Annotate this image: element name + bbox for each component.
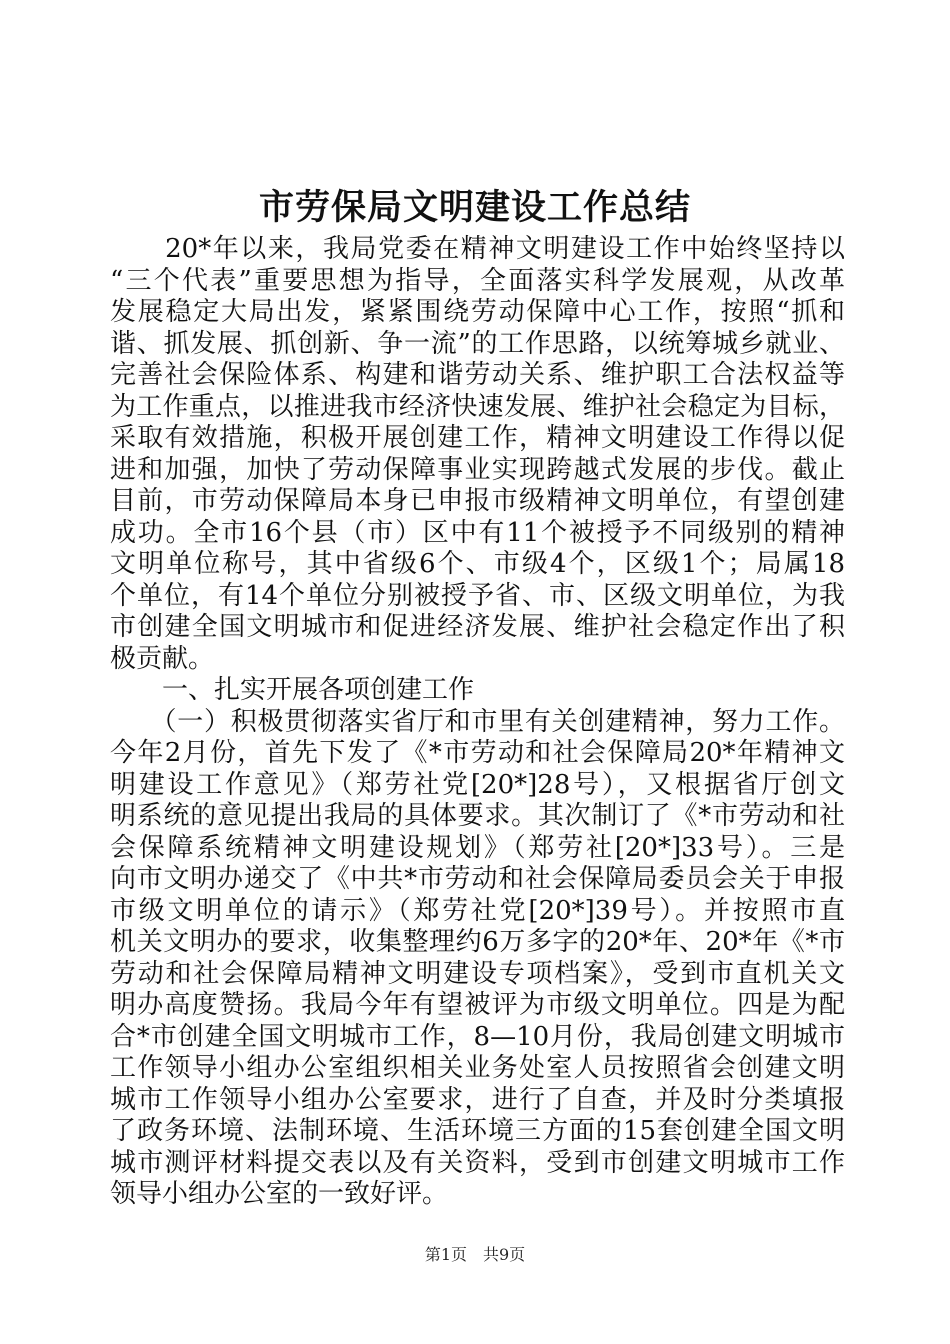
text-line: 20*年以来，我局党委在精神文明建设工作中始终坚持以	[110, 234, 845, 264]
text-line: 向市文明办递交了《中共*市劳动和社会保障局委员会关于申报	[110, 864, 845, 894]
text-line: 个单位，有14个单位分别被授予省、市、区级文明单位，为我	[110, 580, 845, 611]
text-line: 城市工作领导小组办公室要求，进行了自查，并及时分类填报	[110, 1084, 845, 1115]
text-line: 工作领导小组办公室组织相关业务处室人员按照省会创建文明	[110, 1053, 845, 1083]
page-number-footer: 第1页 共9页	[424, 1245, 526, 1264]
text-line: 完善社会保险体系、构建和谐劳动关系、维护职工合法权益等	[110, 360, 845, 390]
text-line: 领导小组办公室的一致好评。	[110, 1179, 449, 1209]
text-line: 今年2月份，首先下发了《*市劳动和社会保障局20*年精神文	[110, 738, 845, 768]
text-line: 发展稳定大局出发，紧紧围绕劳动保障中心工作，按照“抓和	[110, 297, 845, 327]
text-line: 极贡献。	[110, 643, 215, 674]
text-line: 合*市创建全国文明城市工作，8—10月份，我局创建文明城市	[110, 1021, 845, 1052]
text-line: 文明单位称号，其中省级6个、市级4个，区级1个；局属18	[110, 549, 845, 579]
text-line: 明建设工作意见》（郑劳社党[20*]28号），又根据省厅创文	[110, 769, 845, 800]
text-line: 明办高度赞扬。我局今年有望被评为市级文明单位。四是为配	[110, 990, 845, 1020]
text-line: 市创建全国文明城市和促进经济发展、维护社会稳定作出了积	[110, 612, 845, 642]
text-line: 机关文明办的要求，收集整理约6万多字的20*年、20*年《*市	[110, 927, 845, 957]
text-line: 劳动和社会保障局精神文明建设专项档案》，受到市直机关文	[110, 958, 845, 989]
text-line: 成功。全市16个县（市）区中有11个被授予不同级别的精神	[110, 517, 845, 548]
text-line: 城市测评材料提交表以及有关资料，受到市创建文明城市工作	[110, 1147, 845, 1178]
document-title: 市劳保局文明建设工作总结	[258, 187, 691, 228]
text-line: 为工作重点，以推进我市经济快速发展、维护社会稳定为目标，	[110, 391, 845, 422]
text-line: 市级文明单位的请示》（郑劳社党[20*]39号）。并按照市直	[110, 895, 845, 926]
text-line: 一、扎实开展各项创建工作	[110, 675, 475, 705]
text-line: 了政务环境、法制环境、生活环境三方面的15套创建全国文明	[110, 1116, 845, 1146]
text-line: （一）积极贯彻落实省厅和市里有关创建精神，努力工作。	[110, 706, 845, 737]
text-line: 进和加强，加快了劳动保障事业实现跨越式发展的步伐。截止	[110, 454, 845, 485]
text-line: “三个代表”重要思想为指导，全面落实科学发展观，从改革	[110, 265, 845, 296]
text-line: 目前，市劳动保障局本身已申报市级精神文明单位，有望创建	[110, 486, 845, 516]
text-line: 谐、抓发展、抓创新、争一流”的工作思路，以统筹城乡就业、	[110, 328, 845, 359]
text-line: 明系统的意见提出我局的具体要求。其次制订了《*市劳动和社	[110, 801, 845, 831]
text-line: 会保障系统精神文明建设规划》（郑劳社[20*]33号）。三是	[110, 832, 845, 863]
document-body	[110, 234, 845, 1211]
text-line: 采取有效措施，积极开展创建工作，精神文明建设工作得以促	[110, 423, 845, 453]
